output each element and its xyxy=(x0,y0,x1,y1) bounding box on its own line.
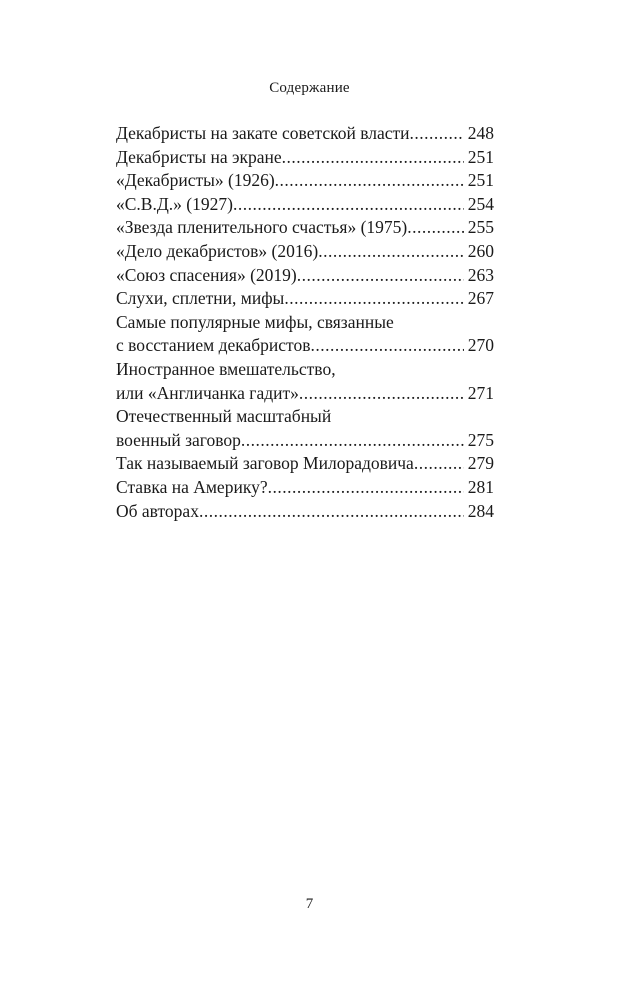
toc-entry-line xyxy=(116,264,494,288)
toc-entry xyxy=(116,287,494,311)
toc-entry-line xyxy=(116,334,494,358)
dot-leader xyxy=(268,476,464,500)
toc-entry-line xyxy=(116,240,494,264)
toc-entry-page: 284 xyxy=(467,500,494,521)
toc-entry-line xyxy=(116,429,494,453)
toc-entry-title: «Дело декабристов» (2016) xyxy=(116,240,319,261)
dot-leader xyxy=(297,264,464,288)
toc-entry xyxy=(116,500,494,524)
dot-leader xyxy=(199,500,464,524)
dot-leader xyxy=(407,216,464,240)
toc-entry xyxy=(116,264,494,288)
toc-entry-title: Отечественный масштабный xyxy=(116,406,332,427)
toc-entry-title: «С.В.Д.» (1927) xyxy=(116,193,233,214)
toc-entry xyxy=(116,358,494,405)
toc-entry-line xyxy=(116,500,494,524)
toc-entry-title: Декабристы на экране xyxy=(116,146,282,167)
toc-entry-page: 263 xyxy=(467,264,494,285)
toc-entry xyxy=(116,122,494,146)
dot-leader xyxy=(282,146,464,170)
toc-entry-page: 271 xyxy=(467,382,494,403)
toc-entry-line xyxy=(116,382,494,406)
toc-entry xyxy=(116,169,494,193)
toc-entry xyxy=(116,311,494,358)
toc-entry-line xyxy=(116,311,494,335)
toc-entry-title: Самые популярные мифы, связанные xyxy=(116,311,394,332)
toc-entry-title: «Звезда пленительного счастья» (1975) xyxy=(116,217,408,238)
dot-leader xyxy=(299,382,464,406)
toc-entry-title: Иностранное вмешательство, xyxy=(116,358,336,379)
dot-leader xyxy=(284,287,463,311)
toc-entry-title: Об авторах xyxy=(116,500,199,521)
toc-entry-title: военный заговор xyxy=(116,429,241,450)
toc-entry-title: «Декабристы» (1926) xyxy=(116,170,275,191)
dot-leader xyxy=(310,334,463,358)
page-title: Содержание xyxy=(269,80,350,96)
toc-entry-line xyxy=(116,146,494,170)
toc-entry-title: или «Англичанка гадит» xyxy=(116,382,299,403)
toc-entry-title: «Союз спасения» (2019) xyxy=(116,264,297,285)
toc-entry-page: 251 xyxy=(467,146,494,167)
toc-entry-page: 255 xyxy=(467,217,494,238)
dot-leader xyxy=(318,240,464,264)
toc-entry-line xyxy=(116,122,494,146)
toc-entry-line xyxy=(116,193,494,217)
toc-entry-title: с восстанием декабристов xyxy=(116,335,311,356)
toc-entry-line xyxy=(116,405,494,429)
toc-entry xyxy=(116,216,494,240)
toc-entry-line xyxy=(116,287,494,311)
dot-leader xyxy=(414,452,464,476)
toc-entry-line xyxy=(116,476,494,500)
toc-entry-page: 270 xyxy=(467,335,494,356)
toc-entry xyxy=(116,146,494,170)
toc-entry-line xyxy=(116,216,494,240)
dot-leader xyxy=(241,429,464,453)
dot-leader xyxy=(233,193,464,217)
toc-entry-page: 281 xyxy=(467,476,494,497)
toc-entry xyxy=(116,193,494,217)
toc-entry-page: 254 xyxy=(467,193,494,214)
toc-entry-line xyxy=(116,169,494,193)
page-number: 7 xyxy=(305,896,314,912)
toc-entry-title: Декабристы на закате советской власти xyxy=(116,123,410,143)
toc-entry xyxy=(116,405,494,452)
toc-entry xyxy=(116,476,494,500)
dot-leader xyxy=(275,169,464,193)
toc-entry-page: 267 xyxy=(467,288,494,309)
toc-entry-page: 279 xyxy=(467,453,494,474)
toc-entry-title: Так называемый заговор Милорадовича xyxy=(116,453,414,474)
toc-entry-page: 260 xyxy=(467,240,494,261)
table-of-contents xyxy=(116,122,494,523)
toc-entry-title: Слухи, сплетни, мифы xyxy=(116,288,285,309)
toc-entry-page: 275 xyxy=(467,429,494,450)
toc-entry-title: Ставка на Америку? xyxy=(116,476,268,497)
toc-entry-line xyxy=(116,452,494,476)
toc-entry-page: 251 xyxy=(467,170,494,191)
toc-entry xyxy=(116,240,494,264)
toc-entry-line xyxy=(116,358,494,382)
dot-leader xyxy=(410,122,464,146)
toc-entry-page: 248 xyxy=(467,123,494,143)
toc-entry xyxy=(116,452,494,476)
